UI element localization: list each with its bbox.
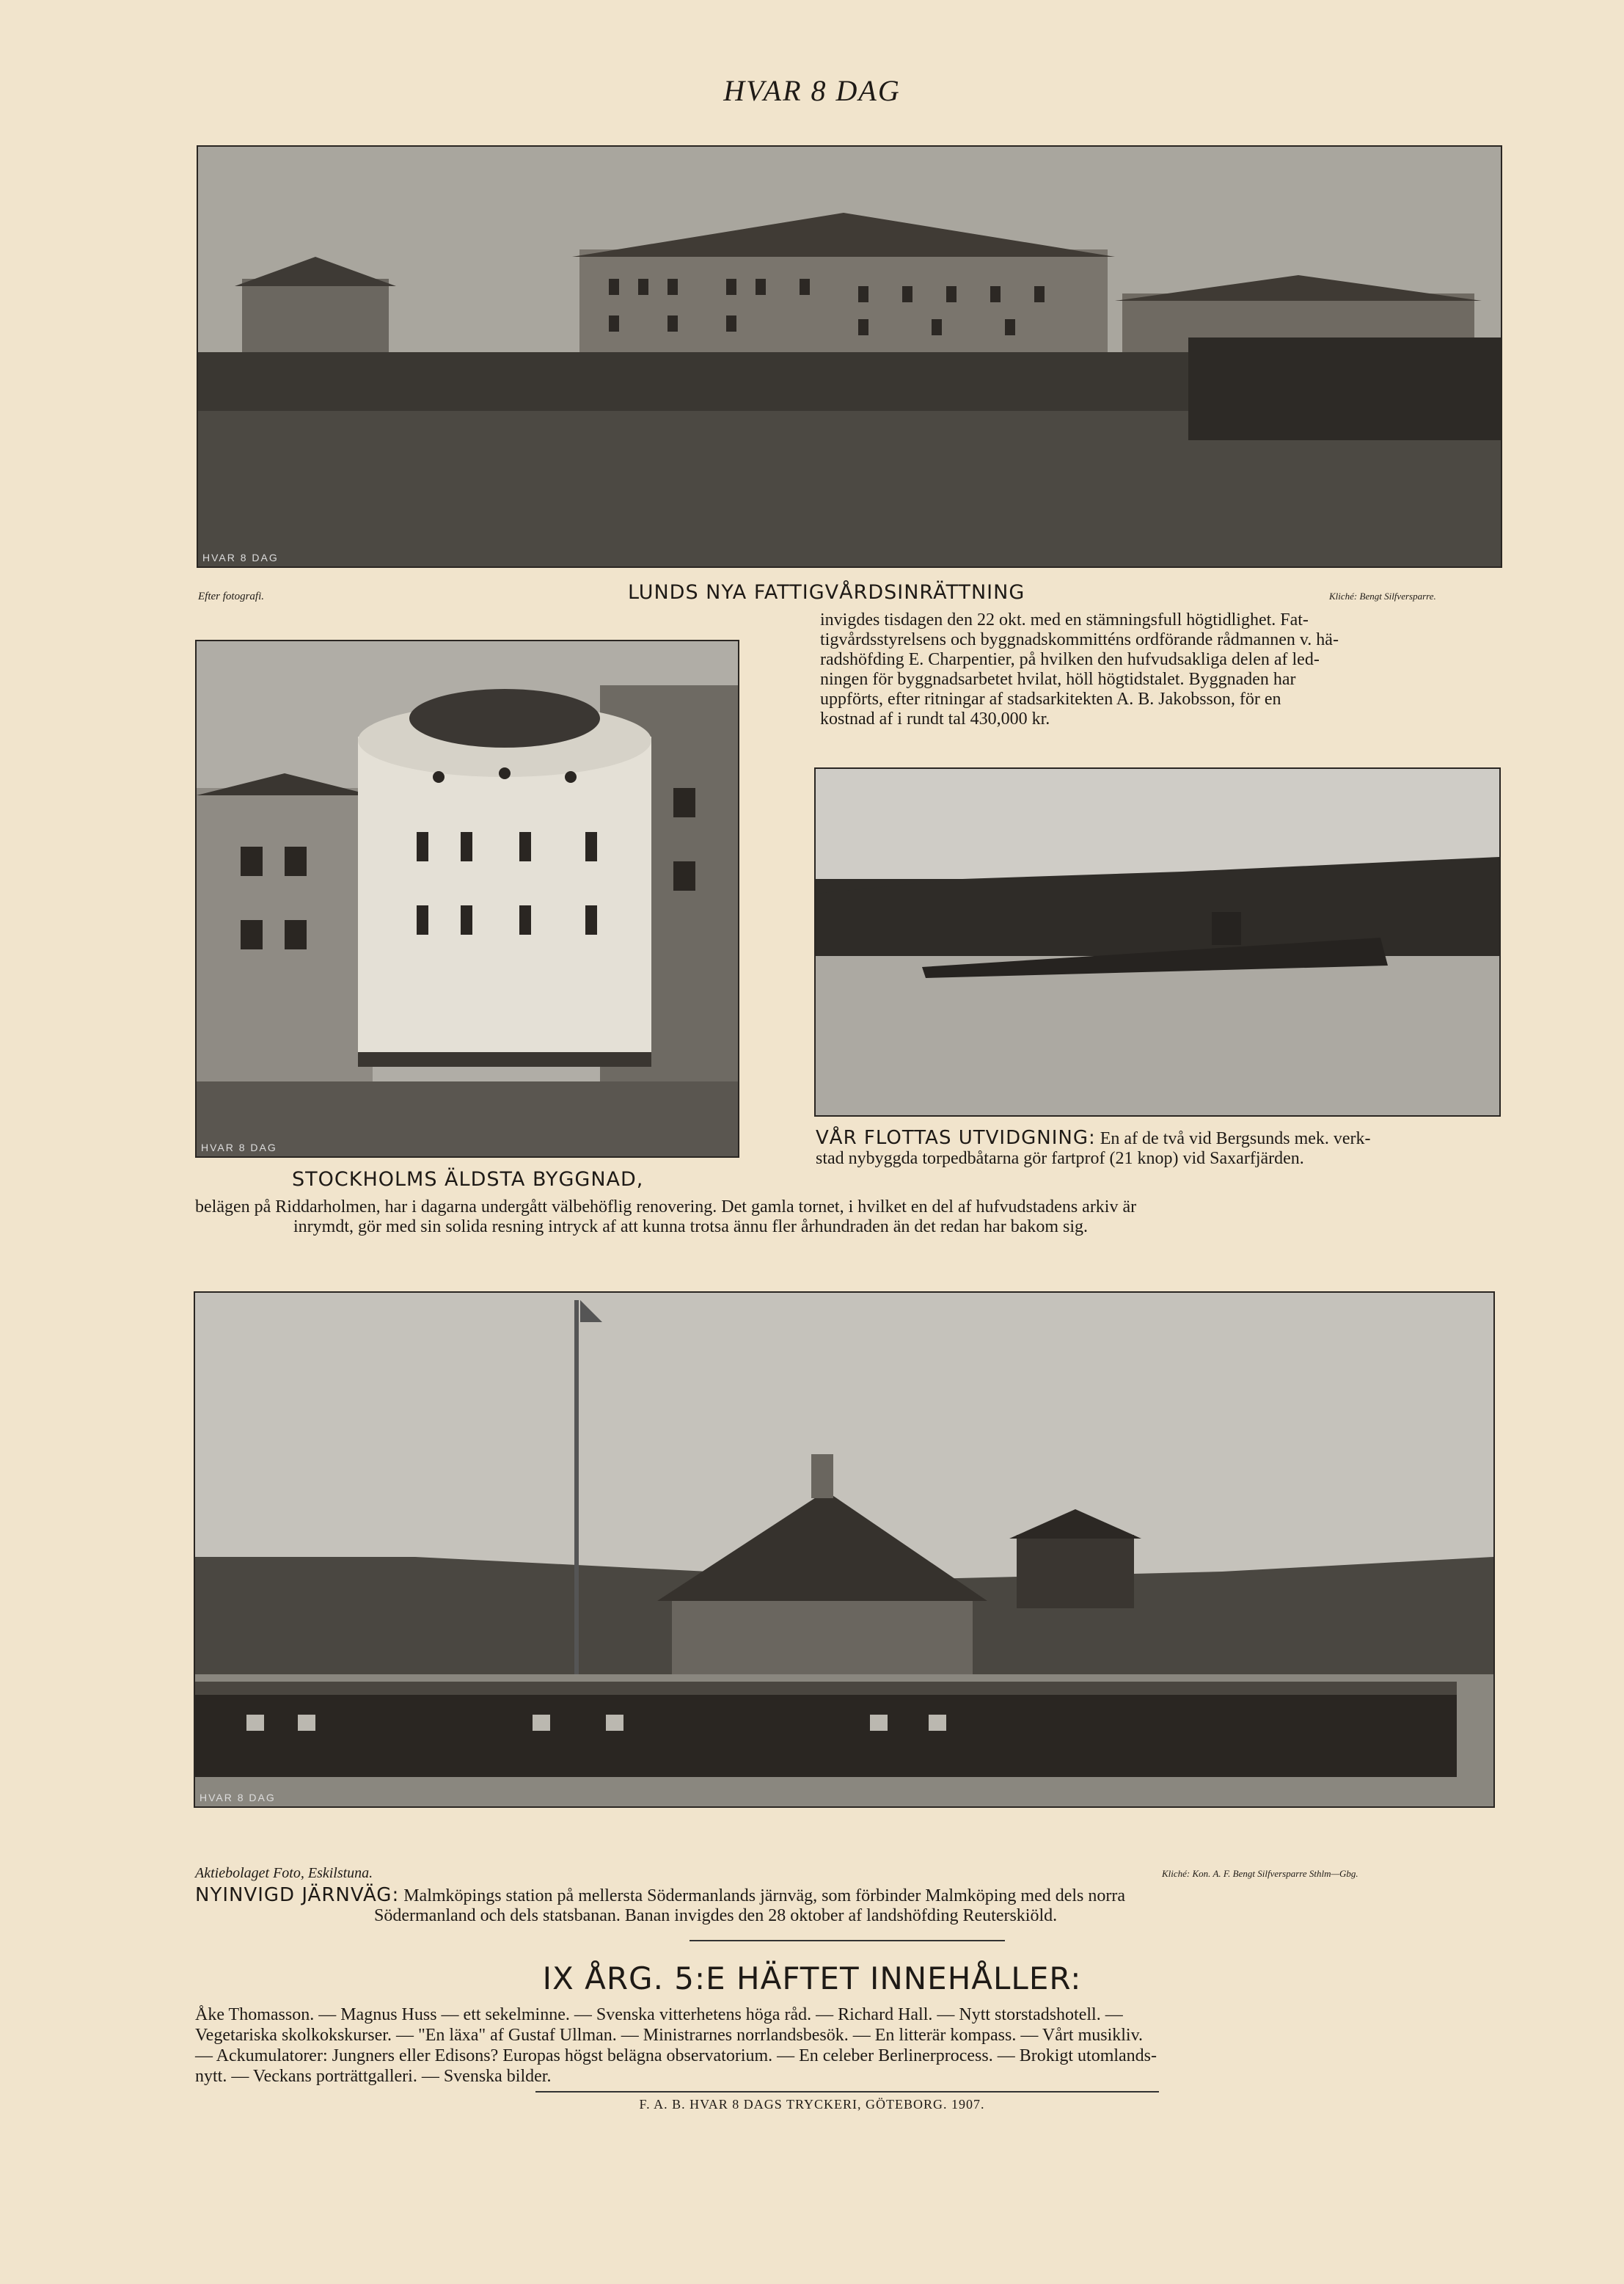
stockholm-caption-title: STOCKHOLMS ÄLDSTA BYGGNAD, <box>292 1168 644 1191</box>
lund-line: invigdes tisdagen den 22 okt. med en stämningsfull högtidlighet. Fat- <box>820 610 1309 630</box>
fleet-line: stad nybyggda torpedbåtarna gör fartprof (21 knop) vid Saxarfjärden. <box>816 1149 1304 1168</box>
photo-stamp: HVAR 8 DAG <box>202 552 279 563</box>
railway-photo-credit: Aktiebolaget Foto, Eskilstuna. <box>195 1865 373 1881</box>
fleet-line: En af de två vid Bergsunds mek. verk- <box>1100 1129 1371 1148</box>
photo-stamp: HVAR 8 DAG <box>200 1792 276 1803</box>
printer-imprint: F. A. B. HVAR 8 DAGS TRYCKERI, GÖTEBORG. 1907. <box>639 2097 985 2112</box>
railway-station-photo <box>194 1291 1495 1808</box>
lund-line: radshöfding E. Charpentier, på hvilken den hufvudsakliga delen af led- <box>820 650 1320 669</box>
running-header: HVAR 8 DAG <box>723 74 901 107</box>
contents-line: Åke Thomasson. — Magnus Huss — ett sekelminne. — Svenska vitterhetens höga råd. — Richard Hall. — Nytt storstadshotell. — <box>195 2005 1123 2024</box>
railway-line: Södermanland och dels statsbanan. Banan invigdes den 28 oktober af landshöfding Reuterskiöld. <box>374 1906 1058 1925</box>
stockholm-line: belägen på Riddarholmen, har i dagarna undergått välbehöflig renovering. Det gamla tornet, i hvilket en del af hufvudstadens arkiv är <box>195 1197 1137 1216</box>
fleet-caption-title: VÅR FLOTTAS UTVIDGNING: <box>816 1127 1096 1149</box>
contents-list <box>195 2004 1502 2087</box>
lund-building-photo <box>197 145 1502 568</box>
contents-line: — Ackumulatorer: Jungners eller Edisons? Europas högst belägna observatorium. — En celeber Berlinerprocess. — Brokigt utomlands- <box>195 2046 1157 2065</box>
railway-cliche-credit: Kliché: Kon. A. F. Bengt Silfversparre Sthlm—Gbg. <box>1162 1868 1358 1879</box>
lund-caption-body <box>820 610 1502 729</box>
lund-caption-title: LUNDS NYA FATTIGVÅRDSINRÄTTNING <box>628 581 1025 604</box>
lund-line: uppförts, efter ritningar af stadsarkitekten A. B. Jakobsson, för en <box>820 690 1281 709</box>
stockholm-line: inrymdt, gör med sin solida resning intryck af att kunna trotsa ännu fler århundraden än det redan har bakom sig. <box>293 1217 1089 1236</box>
contents-line: Vegetariska skolkokskurser. — "En läxa" af Gustaf Ullman. — Ministrarnes norrlandsbesök. — En litterär kompass. — Vårt musikliv. <box>195 2026 1144 2045</box>
stockholm-caption-body <box>195 1197 1502 1237</box>
separator-rule <box>690 1940 1005 1941</box>
contents-heading: IX ÅRG. 5:E HÄFTET INNEHÅLLER: <box>542 1960 1082 1996</box>
railway-caption <box>195 1886 1502 1926</box>
lund-photo-credit: Efter fotografi. <box>198 591 264 602</box>
fleet-caption <box>816 1128 1502 1169</box>
torpedo-boat-photo <box>814 767 1501 1117</box>
lund-line: ningen för byggnadsarbetet hvilat, höll högtidstalet. Byggnaden har <box>820 670 1296 689</box>
photo-stamp: HVAR 8 DAG <box>201 1142 277 1153</box>
lund-line: tigvårdsstyrelsens och byggnadskommitténs ordförande rådmannen v. hä- <box>820 630 1339 649</box>
railway-caption-title: NYINVIGD JÄRNVÄG: <box>195 1884 400 1906</box>
lund-cliche-credit: Kliché: Bengt Silfversparre. <box>1329 591 1436 602</box>
contents-line: nytt. — Veckans porträttgalleri. — Svenska bilder. <box>195 2067 552 2086</box>
stockholm-tower-photo <box>195 640 739 1158</box>
railway-line: Malmköpings station på mellersta Södermanlands järnväg, som förbinder Malmköping med dels norra <box>403 1886 1126 1905</box>
lund-line: kostnad af i rundt tal 430,000 kr. <box>820 709 1050 729</box>
footer-rule <box>535 2091 1159 2093</box>
